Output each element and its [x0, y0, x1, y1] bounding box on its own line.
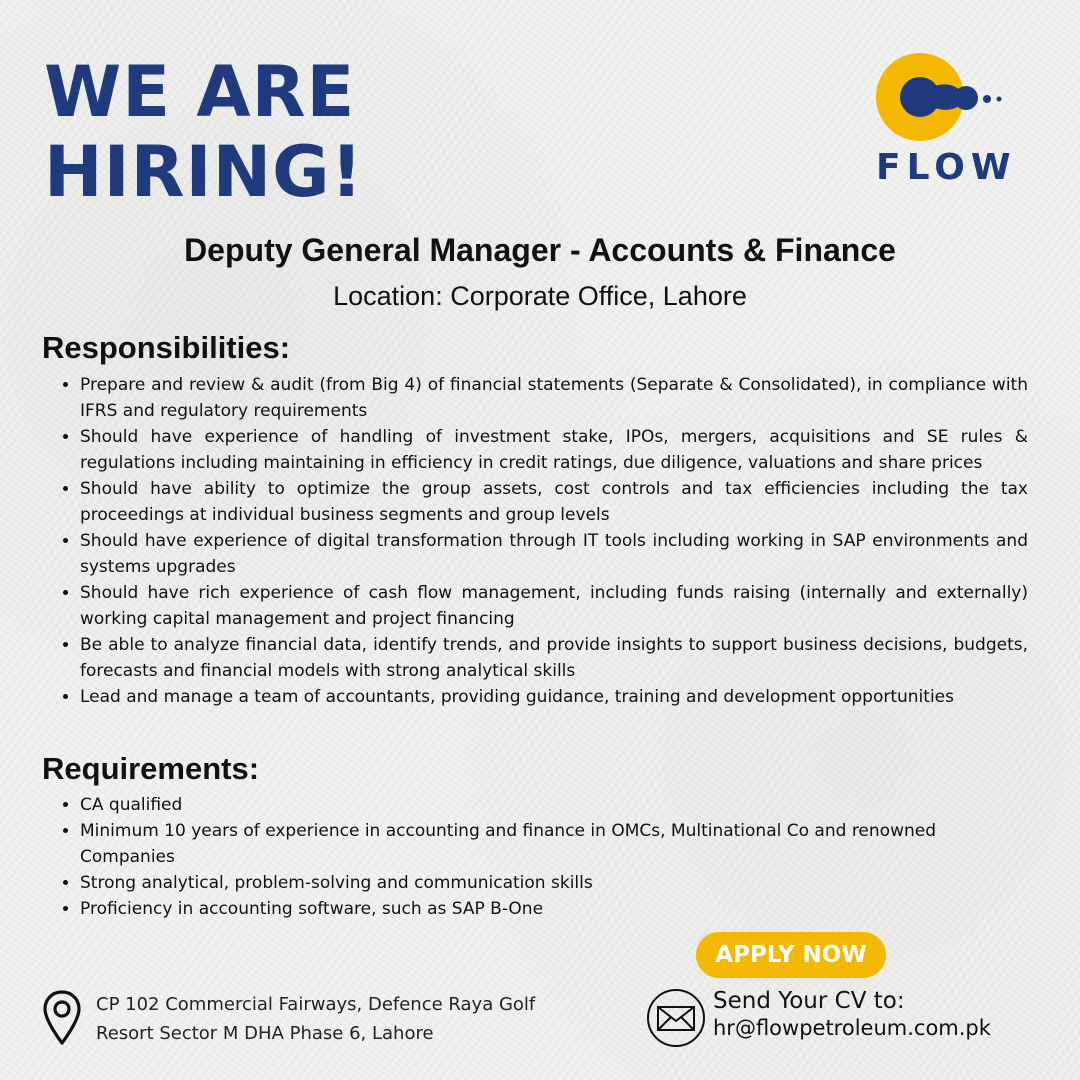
list-item: • CA qualified	[80, 792, 1028, 818]
list-item: • Should have ability to optimize the group assets, cost controls and tax efficiencies including the tax proceedings at individual business segments and group levels	[80, 476, 1028, 528]
list-item: • Minimum 10 years of experience in accounting and finance in OMCs, Multinational Co and renowned Companies	[80, 818, 1028, 870]
job-location: Location: Corporate Office, Lahore	[333, 281, 747, 311]
list-item: • Should have rich experience of cash flow management, including funds raising (internally and externally) working capital management and project financing	[80, 580, 1028, 632]
address-line-2: Resort Sector M DHA Phase 6, Lahore	[96, 1023, 434, 1044]
map-pin-icon	[42, 990, 82, 1046]
apply-now-button[interactable]: APPLY NOW	[696, 932, 886, 978]
list-item: • Strong analytical, problem-solving and communication skills	[80, 870, 1028, 896]
flow-logo	[870, 52, 1020, 192]
responsibilities-list	[56, 372, 1028, 710]
list-item: • Proficiency in accounting software, such as SAP B-One	[80, 896, 1028, 922]
list-item: • Lead and manage a team of accountants, providing guidance, training and development opportunities	[80, 684, 1028, 710]
address-line-1: CP 102 Commercial Fairways, Defence Raya Golf	[96, 994, 536, 1015]
office-address	[96, 990, 566, 1048]
list-item: • Should have experience of digital transformation through IT tools including working in SAP environments and systems upgrades	[80, 528, 1028, 580]
send-cv-label: Send Your CV to:	[713, 988, 905, 1014]
headline-line-2: HIRING!	[44, 131, 364, 213]
envelope-icon	[646, 988, 706, 1048]
list-item: • Be able to analyze financial data, identify trends, and provide insights to support business decisions, budgets, forecasts and financial models with strong analytical skills	[80, 632, 1028, 684]
responsibilities-heading: Responsibilities:	[42, 330, 291, 365]
headline-line-1: WE ARE	[44, 51, 356, 133]
job-title: Deputy General Manager - Accounts & Finance	[184, 232, 896, 268]
headline	[44, 52, 364, 212]
requirements-heading: Requirements:	[42, 751, 260, 786]
list-item: • Prepare and review & audit (from Big 4) of financial statements (Separate & Consolidated), in compliance with IFRS and regulatory requirements	[80, 372, 1028, 424]
cv-email-link[interactable]: hr@flowpetroleum.com.pk	[713, 1016, 991, 1040]
requirements-list	[56, 792, 1028, 922]
flow-logo-mark-icon	[870, 52, 1020, 152]
logo-wordmark: FLOW	[876, 147, 1017, 188]
list-item: • Should have experience of handling of investment stake, IPOs, mergers, acquisitions and SE rules & regulations including maintaining in efficiency in credit ratings, due diligence, valuations and share prices	[80, 424, 1028, 476]
